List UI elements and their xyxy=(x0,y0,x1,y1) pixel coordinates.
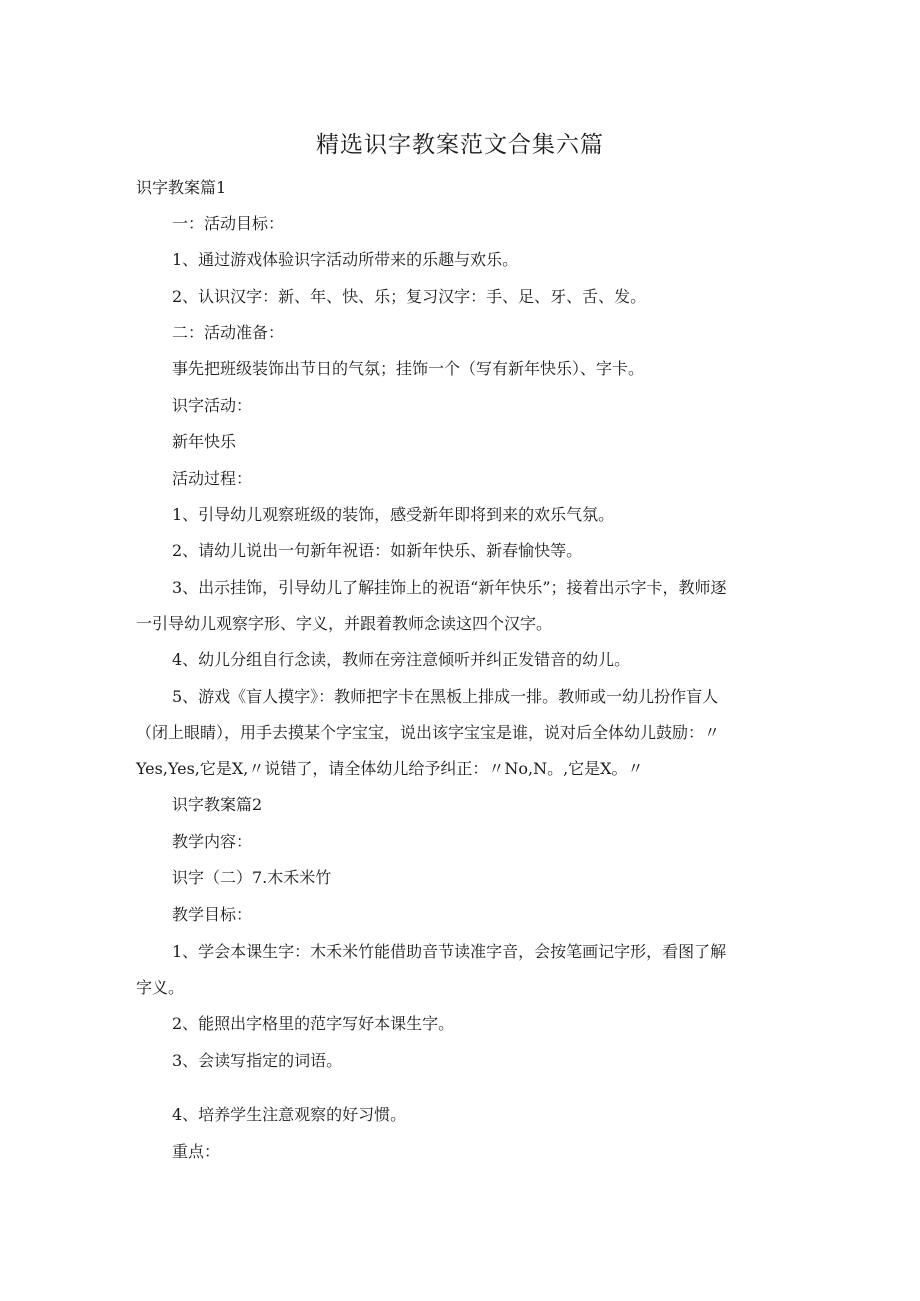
paragraph: 新年快乐 xyxy=(172,432,237,451)
paragraph: 重点： xyxy=(172,1142,221,1161)
paragraph: 2、能照出字格里的范字写好本课生字。 xyxy=(172,1014,455,1033)
paragraph: 教学目标： xyxy=(172,905,253,924)
paragraph: 4、培养学生注意观察的好习惯。 xyxy=(172,1105,407,1124)
paragraph: 一：活动目标： xyxy=(172,214,285,233)
paragraph: 3、会读写指定的词语。 xyxy=(172,1051,343,1070)
paragraph: 二：活动准备： xyxy=(172,323,285,342)
paragraph: 识字（二）7.木禾米竹 xyxy=(172,868,332,887)
document-title: 精选识字教案范文合集六篇 xyxy=(316,132,604,158)
paragraph: 教学内容： xyxy=(172,832,253,851)
section-heading-2: 识字教案篇2 xyxy=(172,795,263,814)
paragraph: 2、请幼儿说出一句新年祝语：如新年快乐、新春愉快等。 xyxy=(172,541,583,560)
paragraph: 1、通过游戏体验识字活动所带来的乐趣与欢乐。 xyxy=(172,250,519,269)
paragraph: 活动过程： xyxy=(172,469,253,488)
paragraph: 4、幼儿分组自行念读，教师在旁注意倾听并纠正发错音的幼儿。 xyxy=(172,650,631,669)
paragraph: 识字活动： xyxy=(172,396,253,415)
paragraph: 1、学会本课生字：木禾米竹能借助音节读准字音，会按笔画记字形，看图了解字义。 xyxy=(136,942,727,997)
paragraph: 1、引导幼儿观察班级的装饰，感受新年即将到来的欢乐气氛。 xyxy=(172,505,615,524)
paragraph: 3、出示挂饰，引导幼儿了解挂饰上的祝语“新年快乐”；接着出示字卡，教师逐一引导幼儿观察字形、字义，并跟着教师念读这四个汉字。 xyxy=(136,578,727,633)
section-heading-1: 识字教案篇1 xyxy=(136,178,227,197)
paragraph: 事先把班级装饰出节日的气氛；挂饰一个（写有新年快乐）、字卡。 xyxy=(172,359,645,378)
paragraph: 5、游戏《盲人摸字》：教师把字卡在黑板上排成一排。教师或一幼儿扮作盲人（闭上眼睛），用手去摸某个字宝宝，说出该字宝宝是谁，说对后全体幼儿鼓励：〃Yes,Yes,它是X,〃说错了，请全体幼儿给予纠正：〃No,N。,它是X。〃 xyxy=(136,687,721,778)
paragraph: 2、认识汉字：新、年、快、乐；复习汉字：手、足、牙、舌、发。 xyxy=(172,287,647,306)
